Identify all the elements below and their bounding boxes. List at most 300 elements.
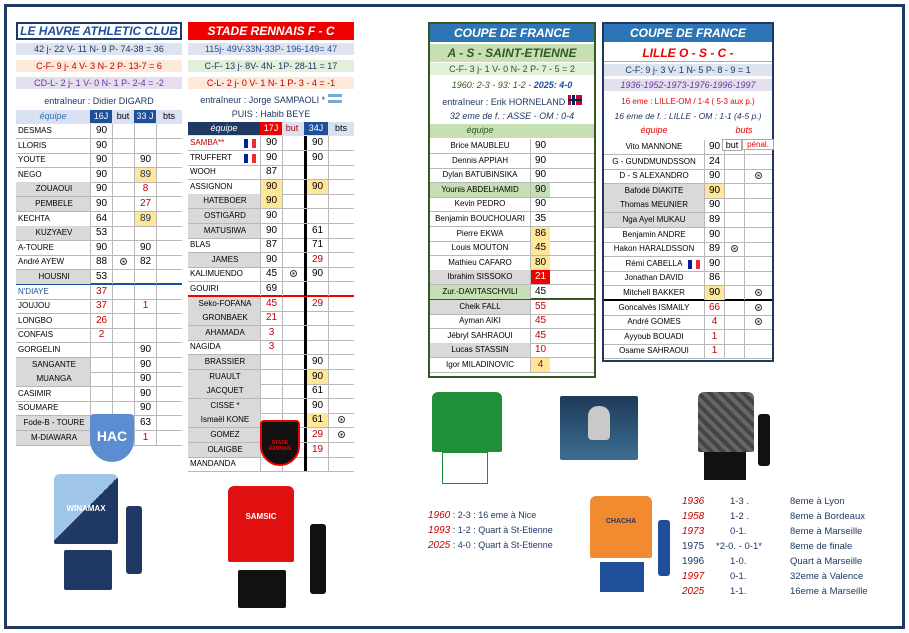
player-name: Thomas MEUNIER — [604, 198, 704, 212]
asse-2025-score: 2025: 4-0 — [533, 80, 573, 90]
lille-h-pen-label: pénal. — [742, 139, 774, 150]
goal-cell-2 — [328, 224, 354, 238]
lille-cup: COUPE DE FRANCE — [604, 24, 772, 42]
goal-cell — [112, 197, 134, 211]
om-shorts — [600, 562, 644, 592]
goal-cell — [724, 301, 744, 315]
minutes-j2 — [304, 457, 328, 471]
goal-cell — [724, 344, 744, 358]
asse-cup: COUPE DE FRANCE — [430, 24, 594, 42]
player-name: OSTIGÄRD — [188, 209, 260, 223]
goal-cell — [282, 399, 304, 413]
player-name: JAMES — [188, 253, 260, 267]
player-name: Igor MILADINOVIC — [445, 360, 514, 369]
havre-shorts — [64, 550, 112, 590]
history-text: 32eme à Valence — [790, 571, 864, 582]
minutes-j2: 61 — [304, 224, 328, 238]
penalty-ball-icon — [755, 172, 762, 179]
minutes-j2 — [134, 328, 156, 342]
penalty-cell — [744, 344, 772, 358]
rennes-h-but: but — [285, 123, 299, 133]
goal-cell — [724, 213, 744, 227]
player-name: NAGIDA — [190, 342, 221, 352]
lille-player-row — [604, 228, 772, 243]
penalty-cell — [744, 198, 772, 212]
minutes-j1: 90 — [90, 153, 112, 167]
goal-cell-2 — [156, 372, 182, 386]
rennes-player-row — [188, 180, 354, 195]
history-year: 1975 — [682, 541, 705, 552]
player-name: BLAS — [190, 240, 211, 250]
rennes-player-row — [188, 238, 354, 253]
asse-note: 32 eme de f. : ASSE - OM : 0-4 — [449, 111, 575, 121]
goal-cell — [112, 124, 134, 138]
player-name: Rémi CABELLA — [625, 258, 683, 268]
minutes: 24 — [704, 155, 724, 169]
lille-player-row — [604, 301, 772, 316]
goal-cell-2 — [328, 238, 354, 252]
player-name: DESMAS — [18, 126, 52, 135]
havre-player-row — [16, 328, 182, 343]
goal-cell-2 — [328, 297, 354, 311]
goal-cell-2 — [328, 370, 354, 384]
goal-cell — [112, 358, 134, 372]
goal-cell — [282, 253, 304, 267]
history-text: : 4-0 : Quart à St-Etienne — [450, 540, 553, 550]
player-name: M-DIAWARA — [16, 431, 90, 445]
minutes: 86 — [530, 227, 550, 241]
goal-cell — [112, 241, 134, 255]
rennes-player-row — [188, 209, 354, 224]
minutes-j2 — [134, 270, 156, 284]
player-name: LLORIS — [18, 140, 47, 150]
player-name: GOUIRI — [190, 284, 219, 293]
minutes: 45 — [530, 329, 550, 343]
history-score: *2-0. - 0-1* — [716, 541, 762, 552]
goal-cell-2 — [156, 328, 182, 342]
player-name: ZOUAOUI — [16, 182, 90, 196]
asse-history-line — [428, 540, 553, 551]
asse-kit-image — [428, 390, 514, 490]
goal-cell — [282, 282, 304, 296]
player-name: YOUTE — [18, 155, 46, 165]
havre-socks — [126, 506, 142, 574]
havre-stats-1: 42 j- 22 V- 11 N- 9 P- 74-38 = 36 — [16, 43, 182, 55]
rennes-h-bts: bts — [334, 123, 347, 133]
player-name: SANGANTE — [16, 358, 90, 372]
asse-player-row — [430, 314, 594, 329]
rennes-player-row — [188, 282, 354, 297]
argentina-flag-icon — [328, 94, 342, 103]
player-name: Mitchell BAKKER — [623, 288, 685, 297]
penalty-cell — [744, 286, 772, 300]
minutes-j2: 29 — [304, 253, 328, 267]
minutes-j1: 26 — [90, 314, 112, 328]
minutes-j2 — [304, 282, 328, 296]
player-name: André AYEW — [18, 257, 65, 267]
player-name: Lucas STASSIN — [430, 343, 530, 357]
history-year: 1997 — [682, 571, 705, 582]
goal-cell-2 — [156, 387, 182, 401]
minutes-j2: 90 — [304, 180, 328, 194]
goal-cell-2 — [328, 399, 354, 413]
minutes: 90 — [704, 257, 724, 271]
goal-ball-icon — [338, 431, 345, 438]
goal-cell — [282, 165, 304, 179]
goal-cell — [724, 330, 744, 344]
minutes-j2 — [304, 194, 328, 208]
history-score: 1-3 . — [730, 496, 750, 507]
history-year: 1960 — [428, 510, 451, 521]
minutes-j2: 90 — [304, 267, 328, 281]
history-year: 1993 — [428, 525, 451, 536]
minutes-j2 — [134, 139, 156, 153]
rennes-coach — [188, 94, 354, 106]
rennes-logo — [260, 420, 300, 466]
rennes-player-row — [188, 151, 354, 166]
minutes-j2 — [134, 285, 156, 299]
havre-h-but: but — [116, 111, 130, 121]
goal-cell-2 — [328, 209, 354, 223]
history-year: 1996 — [682, 556, 705, 567]
goal-cell-2 — [156, 314, 182, 328]
goal-cell — [112, 153, 134, 167]
asse-player-row — [430, 241, 594, 256]
lille-history-line — [682, 556, 882, 570]
havre-h-bts: bts — [162, 111, 175, 121]
player-name: Brice MAUBLEU — [450, 141, 510, 150]
player-name: Osame SAHRAOUI — [619, 346, 689, 356]
asse-history-line — [428, 525, 553, 536]
goal-cell — [112, 182, 134, 196]
goal-cell — [282, 340, 304, 354]
havre-title: LE HAVRE ATHLETIC CLUB — [16, 22, 182, 40]
penalty-ball-icon — [755, 304, 762, 311]
havre-player-row — [16, 343, 182, 358]
minutes-j2: 90 — [134, 401, 156, 415]
penalty-ball-icon — [755, 318, 762, 325]
france-flag-icon — [244, 139, 256, 148]
player-name: Dennis APPIAH — [451, 155, 509, 165]
player-name: Benjamin BOUCHOUARI — [435, 214, 525, 223]
asse-player-row — [430, 270, 594, 285]
minutes-j2: 90 — [134, 153, 156, 167]
player-name: SAMBA** — [190, 138, 225, 147]
havre-kit-image — [50, 472, 154, 610]
history-score: 0-1. — [730, 571, 747, 582]
goal-cell-2 — [328, 443, 354, 457]
minutes-j1: 37 — [90, 299, 112, 313]
asse-stats-2 — [430, 79, 594, 91]
havre-player-row — [16, 299, 182, 314]
minutes: 80 — [530, 256, 550, 270]
minutes-j2 — [304, 326, 328, 340]
minutes-j2: 29 — [304, 297, 328, 311]
minutes: 1 — [704, 344, 724, 358]
lille-player-row — [604, 242, 772, 257]
player-name: Dylan BATUBINSIKA — [442, 170, 518, 180]
history-score: 0-1. — [730, 526, 747, 537]
havre-panel — [16, 22, 182, 462]
goal-cell-2 — [328, 282, 354, 296]
lille-history-line — [682, 511, 882, 525]
goal-cell — [724, 315, 744, 329]
goal-cell — [282, 326, 304, 340]
havre-player-row — [16, 182, 182, 197]
minutes-j2 — [304, 165, 328, 179]
hac-logo — [90, 414, 134, 462]
goal-ball-icon — [338, 416, 345, 423]
minutes-j1: 90 — [260, 194, 282, 208]
lille-stats-2: 1936-1952-1973-1976-1996-1997 — [604, 79, 772, 91]
minutes-j1: 53 — [90, 226, 112, 240]
minutes-j2: 89 — [134, 168, 156, 182]
lille-socks — [758, 414, 770, 466]
lille-player-row — [604, 271, 772, 286]
minutes-j1 — [260, 370, 282, 384]
minutes-j2: 90 — [304, 399, 328, 413]
minutes-j1 — [260, 384, 282, 398]
goal-cell — [282, 194, 304, 208]
player-name: Zur.-DAVITASCHVILI — [430, 285, 530, 299]
player-name: N'DIAYE — [18, 286, 49, 296]
goal-cell-2 — [156, 153, 182, 167]
lille-history-line — [682, 496, 882, 510]
player-name: Kevin PEDRO — [454, 199, 506, 209]
lille-player-row — [604, 315, 772, 330]
penalty-cell — [744, 315, 772, 329]
history-text: 8eme à Marseille — [790, 526, 863, 537]
havre-player-row — [16, 241, 182, 256]
player-name: OLAIGBE — [188, 443, 260, 457]
minutes-j2: 61 — [304, 413, 328, 427]
player-name: A-TOURE — [18, 242, 54, 252]
minutes-j2: 90 — [134, 241, 156, 255]
player-name: Ibrahim SISSOKO — [430, 270, 530, 284]
goal-ball-icon — [120, 258, 127, 265]
rennes-stats-3: C-L- 2 j- 0 V- 1 N- 1 P- 3 - 4 = -1 — [188, 77, 354, 89]
player-name: G - GUNDMUNDSSON — [612, 156, 696, 166]
goal-cell — [282, 267, 304, 281]
asse-player-row — [430, 329, 594, 344]
history-year: 1973 — [682, 526, 705, 537]
goal-ball-icon — [290, 270, 297, 277]
goal-cell — [112, 299, 134, 313]
penalty-cell — [744, 242, 772, 256]
lille-h-buts: buts — [735, 125, 753, 135]
minutes-j1: 90 — [90, 182, 112, 196]
goal-cell-2 — [328, 194, 354, 208]
goal-cell-2 — [328, 413, 354, 427]
minutes-j2 — [304, 209, 328, 223]
rennes-shorts — [238, 570, 286, 608]
minutes-j2: 27 — [134, 197, 156, 211]
lille-h-team: équipe — [640, 125, 668, 135]
havre-player-row — [16, 153, 182, 168]
lille-history-line — [682, 586, 882, 600]
player-name: Benjamin ANDRE — [622, 229, 686, 239]
rennes-header — [188, 122, 354, 136]
lille-player-row — [604, 257, 772, 272]
havre-coach: entraîneur : Didier DIGARD — [44, 96, 154, 106]
player-name: GOMEZ — [188, 428, 260, 442]
player-name: KALIMUENDO — [190, 269, 243, 279]
lille-col-labels — [722, 139, 774, 152]
penalty-cell — [744, 213, 772, 227]
goal-cell — [724, 155, 744, 169]
lille-player-row — [604, 344, 772, 359]
minutes-j2: 90 — [134, 387, 156, 401]
goal-cell — [112, 387, 134, 401]
history-text: : 1-2 : Quart à St-Etienne — [450, 525, 553, 535]
havre-stats-3: CD-L- 2 j- 1 V- 0 N- 1 P- 2-4 = -2 — [16, 77, 182, 89]
havre-header — [16, 110, 182, 124]
history-score: 1-1. — [730, 586, 747, 597]
goal-cell-2 — [328, 136, 354, 150]
goal-cell-2 — [156, 401, 182, 415]
minutes-j2: 63 — [134, 416, 156, 430]
goal-cell-2 — [328, 384, 354, 398]
goal-cell — [112, 343, 134, 357]
asse-hist-inline: 1960: 2-3 - 93: 1-2 - — [451, 80, 534, 90]
minutes-j2: 90 — [134, 358, 156, 372]
minutes: 90 — [530, 183, 550, 197]
minutes: 21 — [530, 270, 550, 284]
player-name: CISSE * — [188, 399, 260, 413]
asse-panel — [428, 22, 596, 378]
minutes-j2 — [304, 340, 328, 354]
goal-cell — [282, 224, 304, 238]
minutes: 89 — [704, 242, 724, 256]
minutes: 1 — [704, 330, 724, 344]
minutes-j1 — [260, 399, 282, 413]
minutes: 45 — [530, 241, 550, 255]
goal-cell-2 — [156, 285, 182, 299]
trophy-icon — [588, 406, 610, 440]
goal-cell-2 — [156, 255, 182, 269]
minutes-j2: 19 — [304, 443, 328, 457]
havre-player-row — [16, 314, 182, 329]
penalty-cell — [744, 228, 772, 242]
lille-panel — [602, 22, 774, 362]
player-name: Jébryl SAHRAOUI — [447, 330, 513, 340]
goal-cell-2 — [328, 151, 354, 165]
player-name: André GOMES — [627, 317, 681, 327]
minutes-j2 — [304, 311, 328, 325]
goal-cell-2 — [328, 267, 354, 281]
goal-cell — [112, 212, 134, 226]
penalty-cell — [744, 155, 772, 169]
rennes-player-row — [188, 384, 354, 399]
history-text: Quart à Marseille — [790, 556, 863, 567]
minutes-j1: 87 — [260, 238, 282, 252]
minutes-j1: 90 — [90, 168, 112, 182]
minutes-j2: 82 — [134, 255, 156, 269]
player-name: CONFAIS — [18, 330, 54, 340]
minutes-j1: 90 — [260, 180, 282, 194]
hac-logo-text: HAC — [96, 428, 128, 444]
goal-cell-2 — [328, 311, 354, 325]
lille-stats-3: 16 eme : LILLE-OM / 1-4 ( 5-3 aux p.) — [621, 97, 755, 106]
goal-cell — [724, 198, 744, 212]
player-name: Seko-FOFANA — [188, 297, 260, 311]
history-year: 2025 — [428, 540, 451, 551]
goal-cell-2 — [328, 457, 354, 471]
rennes-panel — [188, 22, 354, 480]
minutes-j2: 90 — [134, 343, 156, 357]
goal-cell-2 — [328, 355, 354, 369]
player-name: JACQUET — [188, 384, 260, 398]
goal-cell-2 — [328, 428, 354, 442]
minutes-j2: 89 — [134, 212, 156, 226]
penalty-cell — [744, 184, 772, 198]
player-name: KECHTA — [18, 213, 50, 223]
minutes-j2: 8 — [134, 182, 156, 196]
minutes: 35 — [530, 212, 550, 226]
minutes: 55 — [530, 300, 550, 314]
minutes-j1: 53 — [90, 270, 112, 284]
minutes: 66 — [704, 301, 724, 315]
rennes-player-row — [188, 194, 354, 209]
asse-player-row — [430, 168, 594, 183]
rennes-player-row — [188, 224, 354, 239]
minutes: 90 — [704, 184, 724, 198]
goal-cell-2 — [328, 326, 354, 340]
rennes-player-row — [188, 340, 354, 355]
minutes: 89 — [704, 213, 724, 227]
asse-player-row — [430, 343, 594, 358]
player-name: Ismaël KONE — [188, 413, 260, 427]
minutes-j1: 45 — [260, 297, 282, 311]
goal-cell — [112, 168, 134, 182]
player-name: Pierre EKWA — [456, 228, 504, 238]
minutes: 90 — [704, 198, 724, 212]
havre-player-row — [16, 197, 182, 212]
history-text: 16eme à Marseille — [790, 586, 868, 597]
lille-player-row — [604, 286, 772, 301]
player-name: GRONBAEK — [188, 311, 260, 325]
minutes-j1: 90 — [90, 139, 112, 153]
minutes-j1 — [90, 387, 112, 401]
goal-cell — [112, 285, 134, 299]
minutes: 90 — [530, 154, 550, 168]
minutes-j1: 2 — [90, 328, 112, 342]
goal-cell — [724, 169, 744, 183]
minutes-j1 — [260, 355, 282, 369]
minutes-j2 — [134, 226, 156, 240]
player-name: KUZYAEV — [16, 226, 90, 240]
havre-player-row — [16, 372, 182, 387]
om-kit-image — [588, 494, 680, 598]
penalty-cell — [744, 330, 772, 344]
goal-cell-2 — [156, 226, 182, 240]
player-name: ASSIGNON — [190, 181, 233, 191]
player-name: D - S ALEXANDRO — [619, 171, 689, 181]
minutes-j2 — [134, 314, 156, 328]
om-socks — [658, 520, 670, 576]
minutes-j2: 1 — [134, 431, 156, 445]
penalty-cell — [744, 271, 772, 285]
minutes-j1: 3 — [260, 340, 282, 354]
goal-cell-2 — [328, 340, 354, 354]
lille-player-row — [604, 155, 772, 170]
goal-cell-2 — [328, 180, 354, 194]
goal-cell-2 — [156, 197, 182, 211]
goal-cell — [282, 209, 304, 223]
history-score: 1-0. — [730, 556, 747, 567]
norway-flag-icon — [568, 95, 582, 105]
minutes-j2: 90 — [304, 370, 328, 384]
